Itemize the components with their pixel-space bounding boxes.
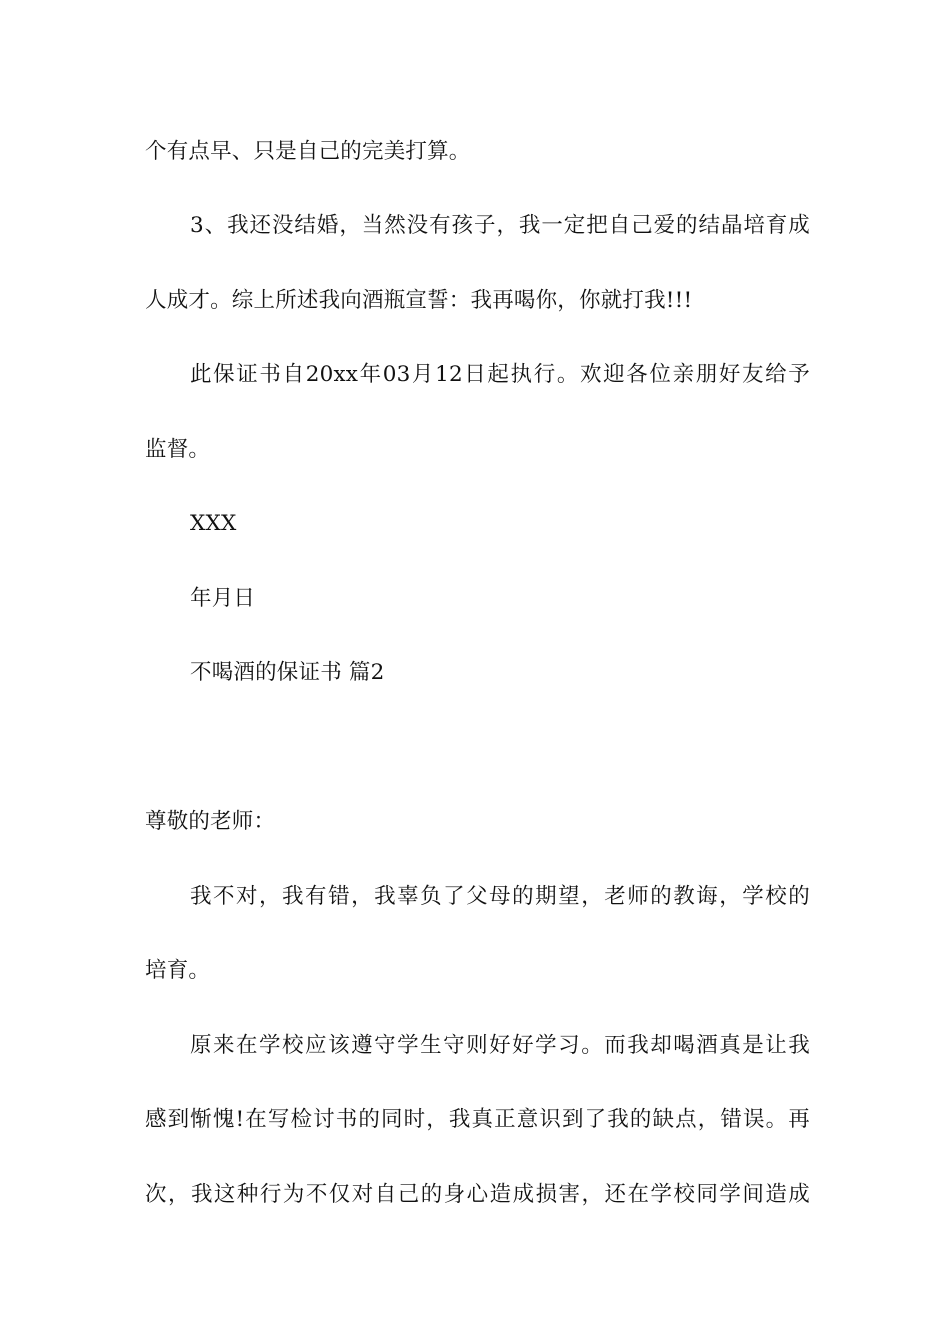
text-line-4: 此保证书自20xx年03月12日起执行。欢迎各位亲朋好友给予 [190,362,810,387]
text-line-2: 3、我还没结婚，当然没有孩子，我一定把自己爱的结晶培育成 [190,213,810,238]
text-line-1: 个有点早、只是自己的完美打算。 [145,139,471,164]
salutation: 尊敬的老师： [145,809,276,834]
text-line-10: 我不对，我有错，我辜负了父母的期望，老师的教诲，学校的 [190,884,810,909]
text-line-12: 原来在学校应该遵守学生守则好好学习。而我却喝酒真是让我 [190,1033,810,1058]
text-line-14: 次，我这种行为不仅对自己的身心造成损害，还在学校同学间造成 [145,1182,810,1207]
signature-date: 年月日 [190,586,256,611]
signature-name: XXX [190,511,237,536]
section-heading: 不喝酒的保证书 篇2 [190,660,385,685]
text-line-11: 培育。 [145,958,211,983]
text-line-3: 人成才。综上所述我向酒瓶宣誓：我再喝你，你就打我!!! [145,288,693,313]
text-line-5: 监督。 [145,437,211,462]
text-line-13: 感到惭愧!在写检讨书的同时，我真正意识到了我的缺点，错误。再 [145,1107,810,1132]
